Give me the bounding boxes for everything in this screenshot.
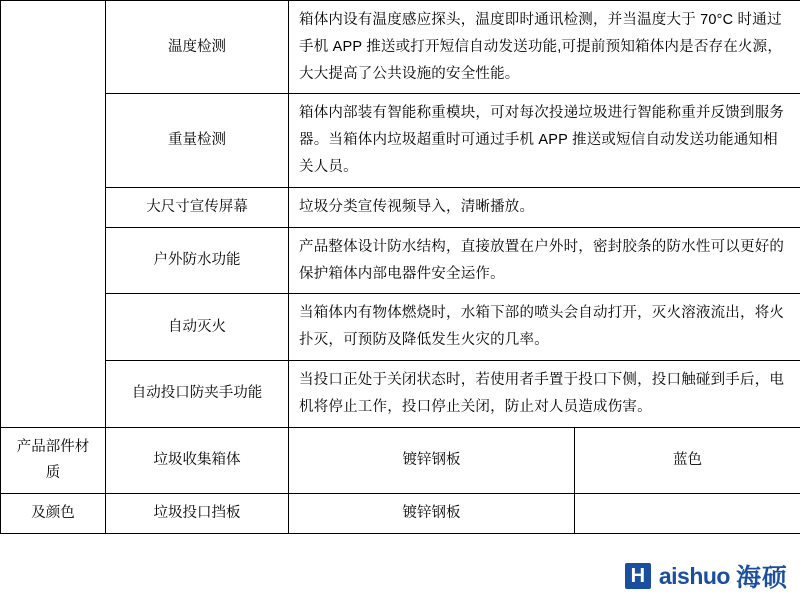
table-row	[1, 1, 800, 94]
table-row	[1, 427, 800, 494]
table-row	[1, 294, 800, 361]
table-row	[1, 494, 800, 534]
feature-description: 垃圾分类宣传视频导入，清晰播放。	[289, 187, 800, 227]
feature-name: 自动投口防夹手功能	[106, 360, 289, 427]
feature-description: 箱体内设有温度感应探头，温度即时通讯检测，并当温度大于 70°C 时通过手机 APP 推送或打开短信自动发送功能,可提前预知箱体内是否存在火源，大大提高了公共设施的安全性能。	[289, 1, 800, 94]
table-row	[1, 187, 800, 227]
part-name: 垃圾投口挡板	[106, 494, 289, 534]
logo-text-cn: 海硕	[735, 564, 788, 592]
feature-name: 自动灭火	[106, 294, 289, 361]
table-row	[1, 360, 800, 427]
feature-name: 重量检测	[106, 94, 289, 187]
table-row	[1, 227, 800, 294]
feature-description: 当投口正处于关闭状态时，若使用者手置于投口下侧，投口触碰到手后，电机将停止工作，投口停止关闭，防止对人员造成伤害。	[289, 360, 800, 427]
table-row	[1, 94, 800, 187]
part-color: 蓝色	[575, 427, 800, 494]
feature-name: 户外防水功能	[106, 227, 289, 294]
part-color	[575, 494, 800, 534]
category-cell-functions	[1, 1, 106, 428]
feature-name: 大尺寸宣传屏幕	[106, 187, 289, 227]
feature-description: 箱体内部装有智能称重模块，可对每次投递垃圾进行智能称重并反馈到服务器。当箱体内垃圾超重时可通过手机 APP 推送或短信自动发送功能通知相关人员。	[289, 94, 800, 187]
feature-description: 当箱体内有物体燃烧时，水箱下部的喷头会自动打开，灭火溶液流出，将火扑灭，可预防及降低发生火灾的几率。	[289, 294, 800, 361]
category-cell-material: 产品部件材质	[1, 427, 106, 494]
part-material: 镀锌钢板	[289, 494, 575, 534]
feature-name: 温度检测	[106, 1, 289, 94]
logo-text-en: aishuo	[658, 562, 730, 589]
company-logo	[617, 556, 792, 596]
part-material: 镀锌钢板	[289, 427, 575, 494]
feature-description: 产品整体设计防水结构，直接放置在户外时，密封胶条的防水性可以更好的保护箱体内部电器件安全运作。	[289, 227, 800, 294]
category-cell-color: 及颜色	[1, 494, 106, 534]
part-name: 垃圾收集箱体	[106, 427, 289, 494]
logo-h-icon: H	[625, 563, 653, 589]
